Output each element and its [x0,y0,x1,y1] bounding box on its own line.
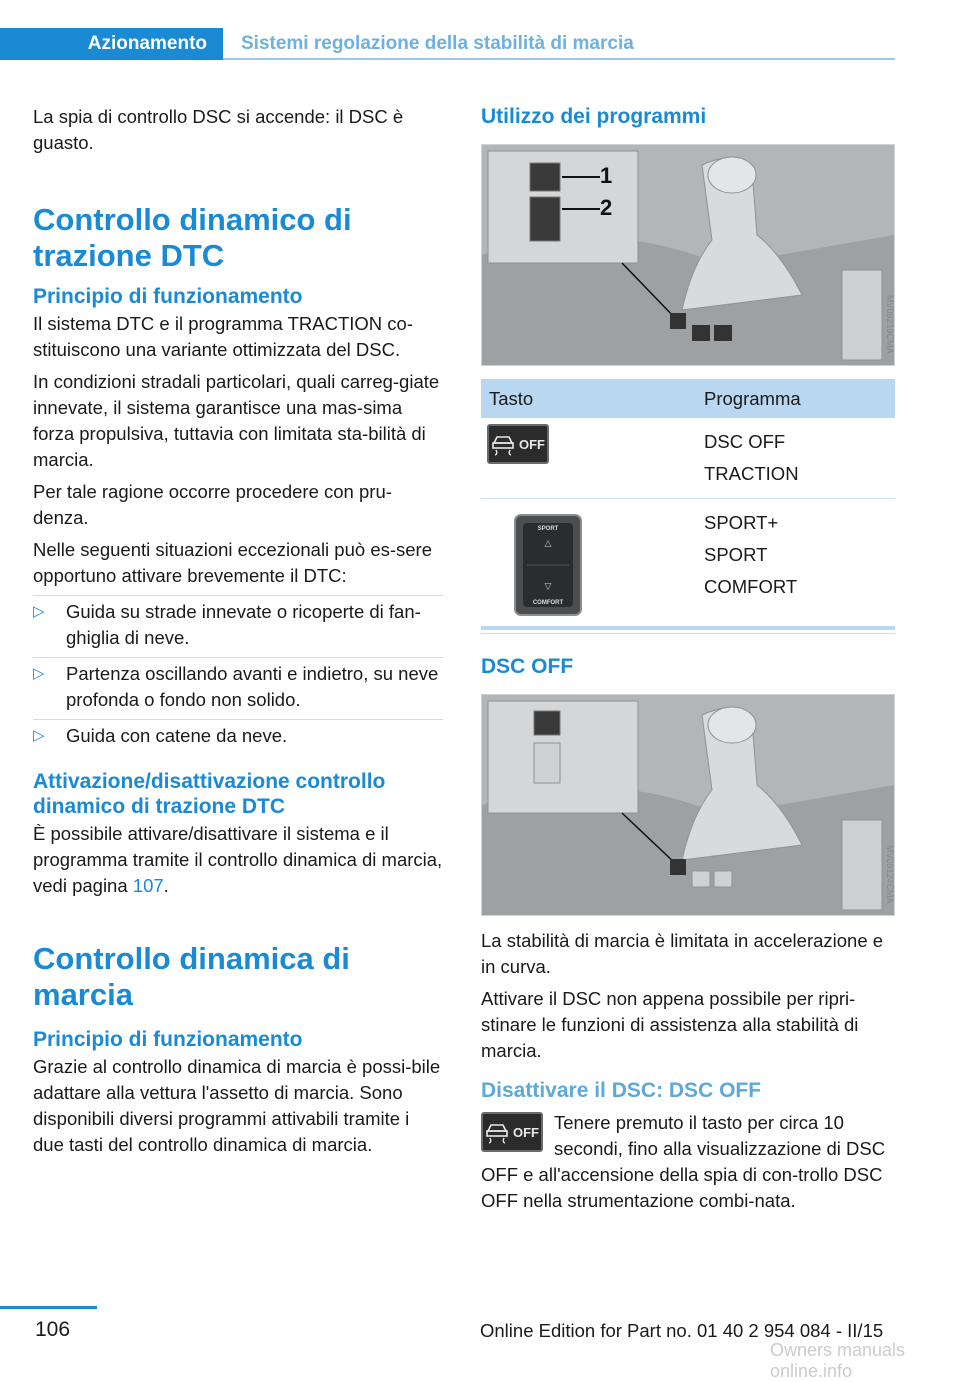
dtc-paragraph-3: Per tale ragione occorre procedere con pru‐denza. [33,481,392,528]
program-sport: SPORT [704,544,768,565]
col-header-program: Programma [696,379,895,418]
cdm-principle-heading: Principio di funzionamento [33,1028,303,1051]
disable-dsc-heading: Disattivare il DSC: DSC OFF [481,1079,762,1102]
cdm-text: Grazie al controllo dinamica di marcia è possi‐bile adattare alla vettura l'assetto di marcia. Sono disponibili diversi programmi attivabili tramite i due tasti del controllo dinamica di marcia. [33,1056,441,1155]
table-header-row [481,379,895,418]
page-number: 106 [35,1318,71,1341]
dsc-off-heading: DSC OFF [481,655,574,678]
dtc-situations-list [33,595,443,755]
dtc-heading: Controllo dinamico di trazione DTC [33,202,352,273]
dsc-off-paragraph-2: Attivare il DSC non appena possibile per ripri‐stinare le funzioni di assistenza alla stabilità di marcia. [481,988,859,1061]
section-title: Sistemi regolazione della stabilità di marcia [241,33,634,54]
bullet-triangle-icon: ▷ [33,603,45,620]
bullet-triangle-icon: ▷ [33,727,45,744]
svg-text:COMFORT: COMFORT [532,600,564,606]
photo-code: MV09124CMA [885,845,895,904]
console-illustration-1 [482,145,894,365]
chapter-tab: Azionamento [0,28,223,60]
list-item: ▷ Partenza oscillando avanti e indietro, su neve profonda o fondo non solido. [33,657,443,719]
console-photo-2 [481,694,895,916]
callout-1: 1 [600,163,613,188]
footer-rule [0,1306,97,1309]
dtc-principle-heading: Principio di funzionamento [33,285,303,308]
dsc-off-paragraph-1: La stabilità di marcia è limitata in accelerazione e in curva. [481,930,884,977]
svg-text:△: △ [544,539,552,549]
right-column-text [481,928,896,1220]
dtc-paragraph-1: Il sistema DTC e il programma TRACTION co‐stituiscono una variante ottimizzata del DSC. [33,313,413,360]
dsc-off-button-icon: OFF [487,424,549,464]
activation-text: È possibile attivare/disattivare il sistema e il programma tramite il controllo dinamica di marcia, vedi pagina 107. [33,823,443,896]
disable-dsc-block [481,1110,896,1214]
table-row [481,418,895,499]
table-row [481,499,895,634]
intro-text: La spia di controllo DSC si accende: il DSC è guasto. [33,106,404,153]
page-link[interactable]: 107 [132,875,164,896]
header-rule [223,58,895,60]
callout-2: 2 [600,195,613,220]
bullet-triangle-icon: ▷ [33,665,45,682]
sport-comfort-rocker-icon [513,513,583,617]
left-column [33,104,443,1164]
watermark: Owners manuals online.info [770,1340,906,1381]
cdm-heading: Controllo dinamica di marcia [33,941,350,1012]
svg-text:▽: ▽ [544,582,552,592]
console-illustration-2 [482,695,894,915]
list-item: ▷ Guida su strade innevate o ricoperte di fan‐ghiglia di neve. [33,595,443,657]
edition-note: Online Edition for Part no. 01 40 2 954 084 - II/15 [480,1320,884,1341]
skid-car-icon [491,433,515,455]
dtc-paragraph-2: In condizioni stradali particolari, quali carreg‐giate innevate, il sistema garantisce una mas‐sima forza propulsiva, tuttavia con limitata sta‐bilità di marcia. [33,371,440,470]
program-comfort: COMFORT [704,576,798,597]
programs-heading: Utilizzo dei programmi [481,105,707,128]
svg-text:SPORT: SPORT [537,526,559,532]
console-photo-1 [481,144,895,366]
skid-car-icon [485,1121,509,1143]
program-traction: TRACTION [704,463,799,484]
disable-dsc-text: Tenere premuto il tasto per circa 10 secondi, fino alla visualizzazione di DSC OFF e all'accensione della spia di con‐trollo DSC OFF nella strumentazione combi‐nata. [481,1112,886,1211]
list-item: ▷ Guida con catene da neve. [33,719,443,755]
dsc-off-button-icon: OFF [481,1112,543,1152]
dtc-paragraph-4: Nelle seguenti situazioni eccezionali può es‐sere opportuno attivare brevemente il DTC: [33,539,433,586]
program-dsc-off: DSC OFF [704,431,786,452]
activation-heading: Attivazione/disattivazione controllo dinamico di trazione DTC [33,770,386,818]
program-sport-plus: SPORT+ [704,512,779,533]
photo-code: MV09219CMA [885,295,895,354]
programs-table [481,379,895,634]
table-bottom-bar [481,626,895,630]
col-header-key: Tasto [481,379,696,418]
